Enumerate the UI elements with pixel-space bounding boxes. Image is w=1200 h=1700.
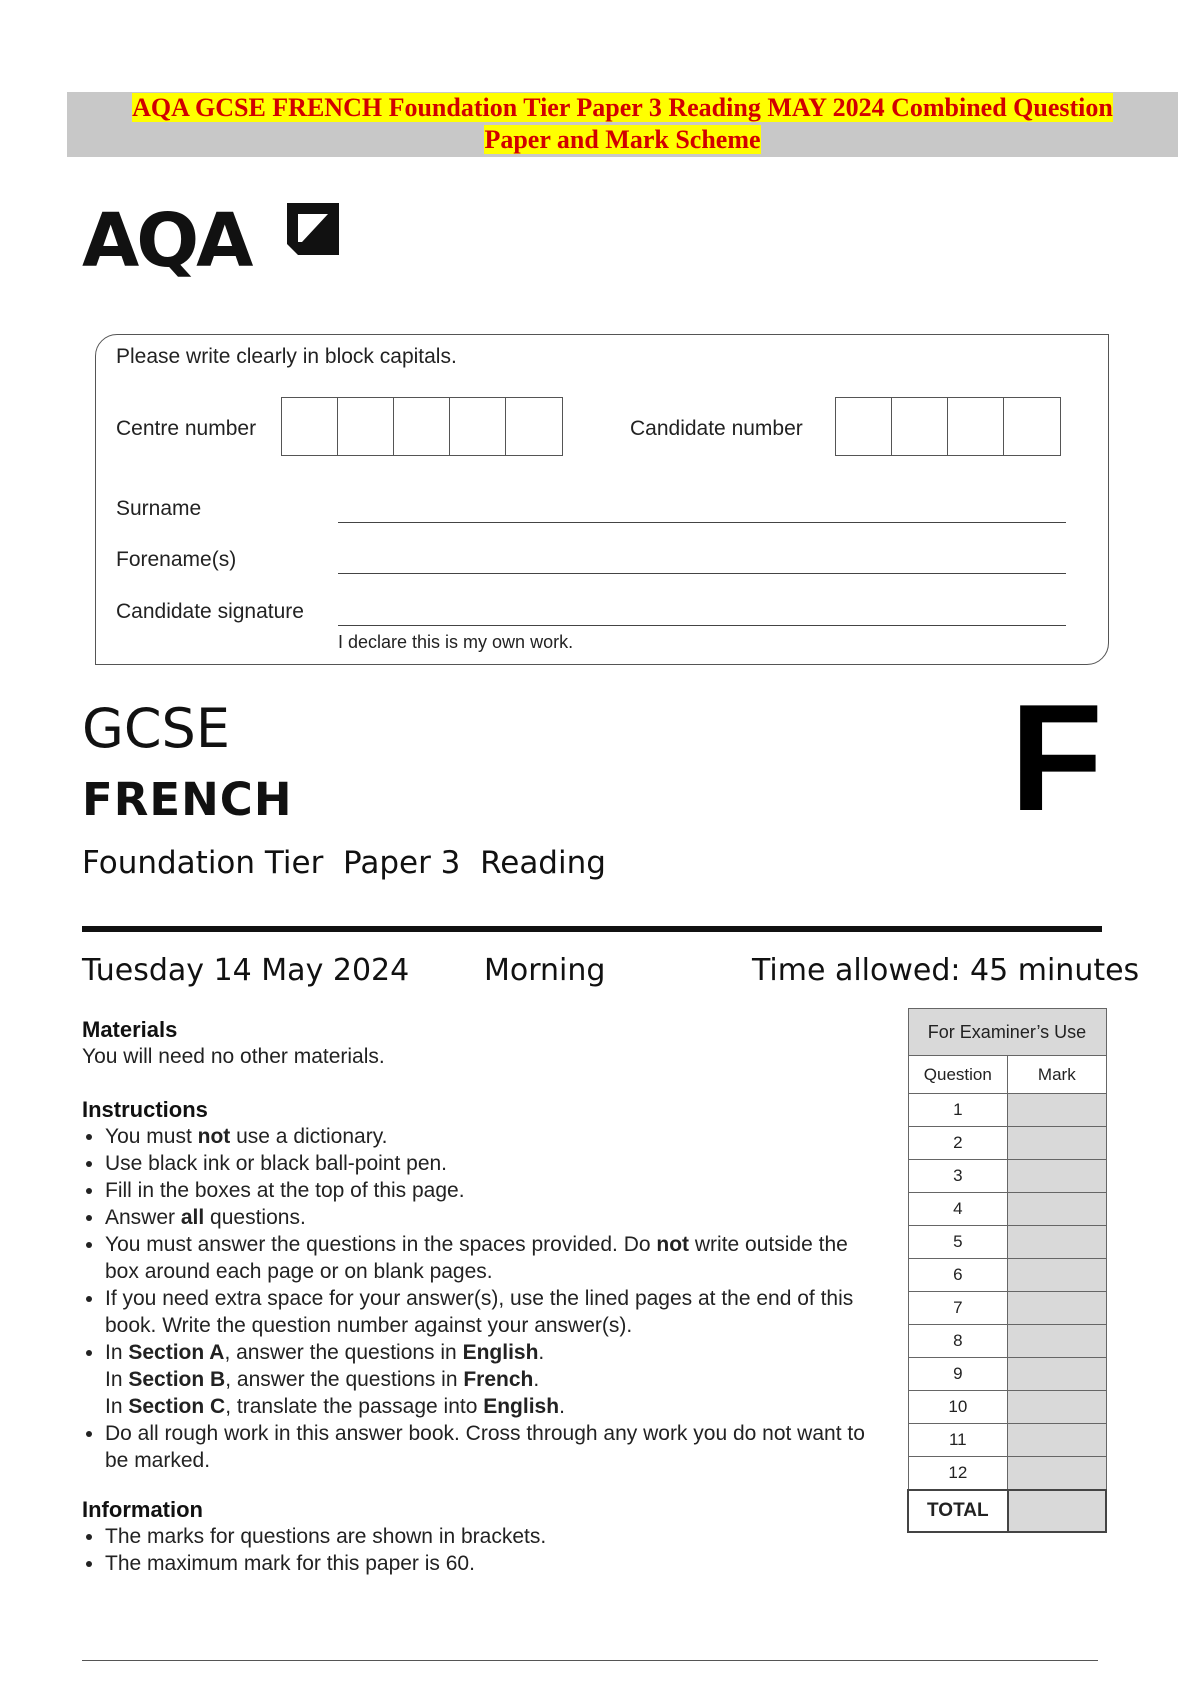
qualification-title: GCSE	[82, 697, 230, 760]
table-row	[908, 1127, 1106, 1160]
subject-title: FRENCH	[82, 773, 293, 826]
instruction-item: • If you need extra space for your answer(s), use the lined pages at the end of this book. Write the question number against your answer(s).	[105, 1285, 872, 1339]
instructions-section	[82, 1096, 872, 1474]
instruction-item: • Fill in the boxes at the top of this page.	[105, 1177, 872, 1204]
materials-heading: Materials	[82, 1017, 178, 1042]
tier-paper-line: Foundation Tier Paper 3 Reading	[82, 845, 606, 881]
mark-cell	[1008, 1358, 1106, 1391]
exam-session: Morning	[484, 953, 606, 988]
mark-cell	[1008, 1424, 1106, 1457]
question-number: 1	[908, 1094, 1008, 1127]
forename-label: Forename(s)	[116, 548, 237, 571]
information-heading: Information	[82, 1497, 203, 1522]
question-number: 8	[908, 1325, 1008, 1358]
table-row	[908, 1424, 1106, 1457]
time-allowed: Time allowed: 45 minutes	[752, 953, 1140, 988]
question-number: 4	[908, 1193, 1008, 1226]
candidate-number-field[interactable]	[835, 397, 1061, 456]
question-number: 5	[908, 1226, 1008, 1259]
instruction-item: • Use black ink or black ball-point pen.	[105, 1150, 872, 1177]
question-number: 3	[908, 1160, 1008, 1193]
table-row	[908, 1457, 1106, 1491]
signature-label: Candidate signature	[116, 600, 304, 623]
aqa-logo	[82, 196, 352, 296]
centre-digit-box[interactable]	[394, 398, 450, 455]
tier-letter: F	[1010, 673, 1103, 843]
forename-field[interactable]	[338, 573, 1066, 574]
question-number: 6	[908, 1259, 1008, 1292]
banner-title-line-1: AQA GCSE FRENCH Foundation Tier Paper 3 Reading MAY 2024 Combined Question	[132, 93, 1113, 122]
question-number: 11	[908, 1424, 1008, 1457]
question-number: 12	[908, 1457, 1008, 1491]
information-item: • The marks for questions are shown in brackets.	[105, 1523, 872, 1550]
instruction-item: • In Section A, answer the questions in English. In Section B, answer the questions in French. In Section C, translate the passage into English.	[105, 1339, 872, 1420]
instruction-item: • Answer all questions.	[105, 1204, 872, 1231]
table-row	[908, 1160, 1106, 1193]
candidate-details-box	[95, 334, 1109, 665]
document-title-banner	[67, 92, 1178, 157]
table-row	[908, 1226, 1106, 1259]
instructions-list	[82, 1123, 872, 1474]
banner-title-line-2: Paper and Mark Scheme	[484, 125, 761, 154]
aqa-logo-text: AQA	[82, 198, 251, 284]
materials-section	[82, 1016, 872, 1070]
table-row	[908, 1325, 1106, 1358]
examiner-use-table	[907, 1008, 1107, 1533]
mark-cell	[1008, 1193, 1106, 1226]
information-section	[82, 1496, 872, 1577]
question-number: 7	[908, 1292, 1008, 1325]
centre-number-label: Centre number	[116, 417, 257, 440]
question-column-header: Question	[908, 1056, 1008, 1094]
footer-divider	[82, 1660, 1098, 1661]
mark-cell	[1008, 1226, 1106, 1259]
examiner-table-title: For Examiner’s Use	[908, 1009, 1106, 1056]
candidate-digit-box[interactable]	[892, 398, 948, 455]
mark-cell	[1008, 1292, 1106, 1325]
centre-digit-box[interactable]	[338, 398, 394, 455]
information-list	[82, 1523, 872, 1577]
mark-cell	[1008, 1127, 1106, 1160]
mark-cell	[1008, 1259, 1106, 1292]
centre-digit-box[interactable]	[282, 398, 338, 455]
instruction-item: • You must answer the questions in the spaces provided. Do not write outside the box around each page or on blank pages.	[105, 1231, 872, 1285]
mark-cell	[1008, 1160, 1106, 1193]
centre-digit-box[interactable]	[450, 398, 506, 455]
table-row	[908, 1259, 1106, 1292]
declaration-text: I declare this is my own work.	[338, 632, 574, 652]
question-number: 9	[908, 1358, 1008, 1391]
total-mark-cell	[1008, 1490, 1106, 1532]
materials-text: You will need no other materials.	[82, 1045, 385, 1068]
aqa-logo-mark-icon	[284, 200, 342, 258]
exam-date: Tuesday 14 May 2024	[82, 953, 410, 988]
table-row	[908, 1094, 1106, 1127]
table-row	[908, 1391, 1106, 1424]
instruction-item: • Do all rough work in this answer book. Cross through any work you do not want to be marked.	[105, 1420, 872, 1474]
table-row	[908, 1193, 1106, 1226]
candidate-number-label: Candidate number	[630, 417, 803, 440]
signature-field[interactable]	[338, 625, 1066, 626]
question-number: 2	[908, 1127, 1008, 1160]
total-row	[908, 1490, 1106, 1532]
mark-cell	[1008, 1391, 1106, 1424]
total-label: TOTAL	[908, 1490, 1008, 1532]
candidate-digit-box[interactable]	[1004, 398, 1060, 455]
table-row	[908, 1292, 1106, 1325]
mark-cell	[1008, 1457, 1106, 1491]
block-capitals-instruction: Please write clearly in block capitals.	[116, 345, 457, 368]
instructions-heading: Instructions	[82, 1097, 208, 1122]
information-item: • The maximum mark for this paper is 60.	[105, 1550, 872, 1577]
surname-field[interactable]	[338, 522, 1066, 523]
candidate-digit-box[interactable]	[948, 398, 1004, 455]
table-row	[908, 1358, 1106, 1391]
mark-cell	[1008, 1325, 1106, 1358]
title-divider	[82, 926, 1102, 932]
candidate-digit-box[interactable]	[836, 398, 892, 455]
mark-column-header: Mark	[1008, 1056, 1106, 1094]
instruction-item: • You must not use a dictionary.	[105, 1123, 872, 1150]
centre-digit-box[interactable]	[506, 398, 562, 455]
centre-number-field[interactable]	[281, 397, 563, 456]
question-number: 10	[908, 1391, 1008, 1424]
surname-label: Surname	[116, 497, 202, 520]
mark-cell	[1008, 1094, 1106, 1127]
